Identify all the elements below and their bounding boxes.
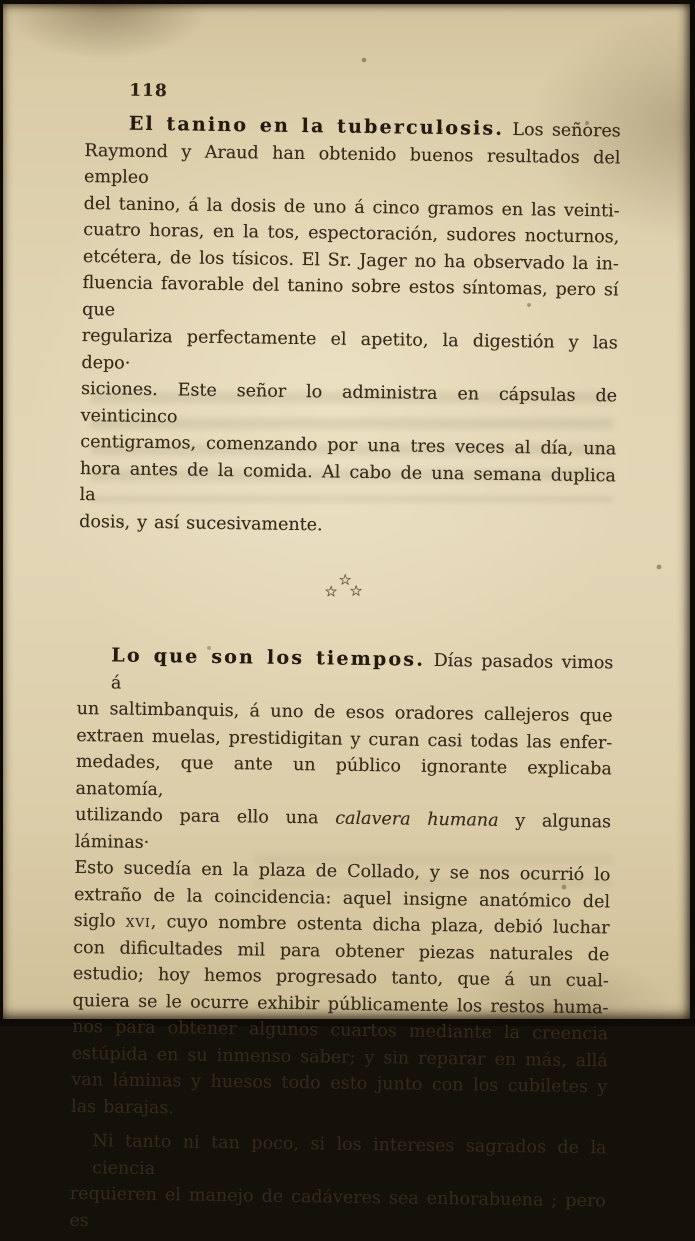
text-segment: dosis, y así sucesivamente. — [79, 511, 323, 535]
text-line: quiera se le ocurre exhibir públicamente los restos huma- — [72, 990, 609, 1018]
article-tiempos — [69, 642, 613, 1241]
text-segment: Días pasados vimos á — [110, 650, 614, 694]
page-number: 118 — [129, 80, 168, 102]
book-page — [3, 4, 690, 1231]
text-line: nos para obtener algunos cuartos mediante la creencia — [72, 1016, 609, 1045]
text-line: etcétera, de los tísicos. El Sr. Jager no ha observado la in- — [82, 246, 620, 274]
text-line: cuatro horas, en la tos, espectoración, sudores nocturnos, — [83, 219, 620, 248]
text-line: estudio; hoy hemos progresado tanto, que á un cual- — [72, 963, 610, 992]
paper-specks — [3, 4, 5, 6]
article-title: Lo que son los tiempos. — [111, 644, 426, 671]
text-segment: las barajas. — [70, 1096, 175, 1118]
text-line: siciones. Este señor lo administra en cápsulas de veinticinco — [80, 378, 618, 427]
text-segment: Los señores — [504, 119, 621, 142]
article-tanino — [79, 110, 621, 542]
text-line: regulariza perfectamente el apetito, la digestión y las depo· — [81, 325, 618, 374]
text-line: centigramos, comenzando por una tres veces al día, una — [80, 431, 617, 460]
text-line: fluencia favorable del tanino sobre estos síntomas, pero sí que — [82, 272, 619, 320]
text-line: un saltimbanquis, á uno de esos oradores callejeros que — [76, 698, 613, 727]
text-line: estúpida en su inmenso saber; y sin reparar en más, allá — [71, 1043, 608, 1071]
text-line — [75, 802, 612, 862]
text-line: extraño de la coincidencia: aquel insigne anatómico del — [73, 884, 611, 912]
text-line: con dificultades mil para obtener piezas naturales de — [73, 937, 610, 965]
text-segment: siglo — [73, 910, 126, 932]
star-asterism-icon — [324, 569, 368, 604]
small-caps-numeral: xvi — [125, 911, 151, 932]
paragraph — [69, 1128, 606, 1241]
text-line: extraen muelas, prestidigitan y curan casi todas las enfer- — [76, 725, 613, 753]
text-line: hora antes de la comida. Al cabo de una semana duplica la — [79, 458, 617, 506]
page-content — [69, 80, 621, 1241]
star-icon: ☆ — [324, 582, 338, 601]
text-line: Raymond y Araud han obtenido buenos resultados del empleo — [83, 140, 621, 188]
text-segment: utilizando para ello una — [75, 804, 336, 829]
text-line — [77, 642, 614, 703]
section-divider — [78, 535, 615, 649]
article-title: El tanino en la tuberculosis. — [128, 112, 505, 140]
text-line: del tanino, á la dosis de uno á cinco gramos en las veinti- — [83, 193, 620, 221]
text-segment: , cuyo nombre ostenta dicha plaza, debió luchar — [150, 911, 610, 939]
paragraph — [79, 110, 621, 542]
star-icon: ☆ — [349, 581, 363, 600]
italic-phrase: calavera humana — [335, 808, 499, 831]
text-line: Esto sucedía en la plaza de Collado, y se nos ocurrió lo — [74, 857, 611, 886]
text-line: van láminas y huesos todo esto junto con los cubiletes y — [71, 1069, 608, 1098]
star-icon: ☆ — [338, 570, 353, 589]
text-segment: Ni tanto ni tan poco, si los intereses sagrados de la ciencia — [92, 1131, 607, 1179]
text-line: requieren el manejo de cadáveres sea enhorabuena ; pero es — [69, 1183, 606, 1231]
paragraph — [71, 642, 614, 1127]
text-line — [70, 1128, 607, 1188]
text-segment: y algunas láminas· — [74, 810, 612, 853]
text-line: medades, que ante un público ignorante explicaba anatomía, — [75, 751, 612, 800]
